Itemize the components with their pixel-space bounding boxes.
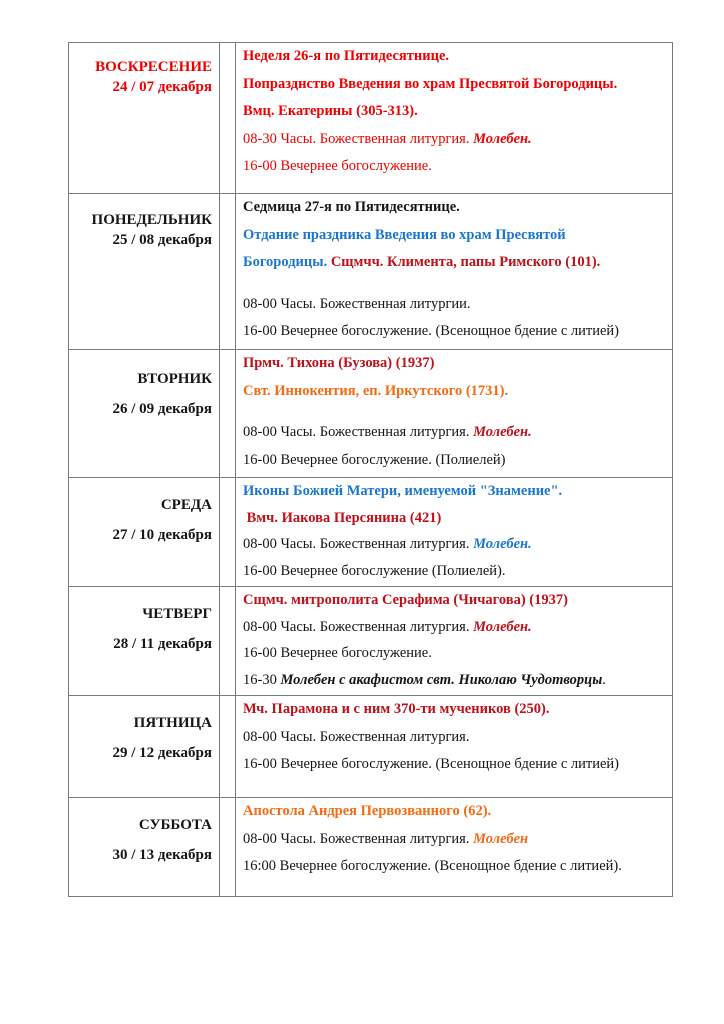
service-line — [243, 419, 666, 447]
saint-line: Вмч. Иакова Персянина (421) — [243, 509, 442, 526]
service-line: 16-00 Вечернее богослужение. (Всенощное бдение с литией) — [243, 756, 620, 772]
gap-cell — [220, 696, 236, 798]
service-time: 08-00 Часы. Божественная литургия. — [243, 424, 474, 440]
day-date: 27 / 10 декабря — [112, 527, 212, 543]
service-line: 08-00 Часы. Божественная литургии. — [243, 295, 471, 312]
saint-line: Апостола Андрея Первозванного (62). — [243, 803, 492, 819]
service-line: 16-00 Вечернее богослужение (Полиелей). — [243, 562, 506, 579]
day-name: СУББОТА — [138, 817, 212, 833]
gap-cell — [220, 798, 236, 897]
gap-cell — [220, 350, 236, 478]
day-cell — [69, 798, 220, 897]
feast-continuation: Богородицы. — [243, 254, 331, 270]
service-line — [243, 614, 666, 641]
gap-cell — [220, 587, 236, 696]
service-line: 16-00 Вечернее богослужение. — [243, 158, 432, 174]
service-line — [243, 826, 666, 854]
services-cell — [236, 696, 673, 798]
saint-line: Мч. Парамона и с ним 370-ти мучеников (250). — [243, 701, 550, 717]
service-time: 08-30 Часы. Божественная литургия. — [243, 130, 474, 147]
moleben-label: Молебен. — [473, 130, 532, 147]
moleben-label: Молебен. — [473, 424, 532, 440]
table-row — [69, 798, 673, 897]
service-line: 16:00 Вечернее богослужение. (Всенощное бдение с литией). — [243, 858, 622, 874]
saint-name: Сщмчч. Климента, папы Римского (101). — [330, 254, 601, 270]
schedule-table — [68, 42, 673, 897]
day-cell — [69, 696, 220, 798]
services-cell — [236, 350, 673, 478]
day-name: ЧЕТВЕРГ — [142, 606, 212, 622]
day-name: СРЕДА — [160, 497, 212, 513]
table-row — [69, 587, 673, 696]
day-name: ВТОРНИК — [137, 371, 212, 387]
akathist-label: Молебен с акафистом свт. Николаю Чудотворцы — [280, 671, 603, 688]
service-line — [243, 126, 666, 154]
spacer — [243, 405, 666, 419]
spacer — [243, 277, 666, 291]
services-cell — [236, 798, 673, 897]
service-time: 16-30 — [243, 671, 281, 688]
services-cell — [236, 194, 673, 350]
service-line: 08-00 Часы. Божественная литургия. — [243, 728, 470, 745]
table-row — [69, 350, 673, 478]
day-cell — [69, 194, 220, 350]
table-row — [69, 696, 673, 798]
saint-line: Сщмч. митрополита Серафима (Чичагова) (1937) — [243, 592, 568, 608]
saint-line: Прмч. Тихона (Бузова) (1937) — [243, 355, 435, 371]
day-date: 25 / 08 декабря — [112, 232, 212, 248]
service-line: 16-00 Вечернее богослужение. (Полиелей) — [243, 451, 506, 468]
moleben-label: Молебен. — [473, 618, 532, 635]
service-line — [243, 667, 666, 694]
day-date: 30 / 13 декабря — [112, 847, 212, 863]
moleben-label: Молебен. — [473, 536, 532, 552]
saint-line: Свт. Иннокентия, еп. Иркутского (1731). — [243, 382, 509, 399]
gap-cell — [220, 43, 236, 194]
service-time: 08-00 Часы. Божественная литургия. — [243, 536, 474, 552]
gap-cell — [220, 478, 236, 587]
day-date: 28 / 11 декабря — [113, 636, 212, 652]
day-cell — [69, 43, 220, 194]
day-cell — [69, 587, 220, 696]
services-cell — [236, 43, 673, 194]
service-line — [243, 531, 666, 558]
services-cell — [236, 587, 673, 696]
service-line: 16-00 Вечернее богослужение. (Всенощное бдение с литией) — [243, 323, 620, 339]
service-time: 08-00 Часы. Божественная литургия. — [243, 618, 474, 635]
feast-title: Неделя 26-я по Пятидесятнице. — [243, 48, 450, 64]
table-row — [69, 194, 673, 350]
feast-title: Иконы Божией Матери, именуемой "Знамение". — [243, 483, 563, 499]
feast-line: Попразднство Введения во храм Пресвятой Богородицы. — [243, 75, 618, 92]
moleben-label: Молебен — [473, 830, 529, 847]
day-name: ПЯТНИЦА — [133, 715, 212, 731]
week-title: Седмица 27-я по Пятидесятнице. — [243, 199, 460, 215]
table-row — [69, 478, 673, 587]
day-name: ВОСКРЕСЕНИЕ — [95, 59, 212, 75]
feast-saint-line — [243, 249, 666, 277]
line-end: . — [602, 671, 606, 688]
table-row — [69, 43, 673, 194]
day-date: 24 / 07 декабря — [112, 79, 212, 95]
service-line: 16-00 Вечернее богослужение. — [243, 645, 432, 661]
services-cell — [236, 478, 673, 587]
day-date: 29 / 12 декабря — [112, 745, 212, 761]
service-time: 08-00 Часы. Божественная литургия. — [243, 830, 474, 847]
feast-line: Отдание праздника Введения во храм Пресвятой — [243, 226, 566, 243]
saint-line: Вмц. Екатерины (305-313). — [243, 103, 418, 119]
gap-cell — [220, 194, 236, 350]
day-name: ПОНЕДЕЛЬНИК — [91, 212, 212, 228]
day-cell — [69, 350, 220, 478]
day-cell — [69, 478, 220, 587]
day-date: 26 / 09 декабря — [112, 401, 212, 417]
